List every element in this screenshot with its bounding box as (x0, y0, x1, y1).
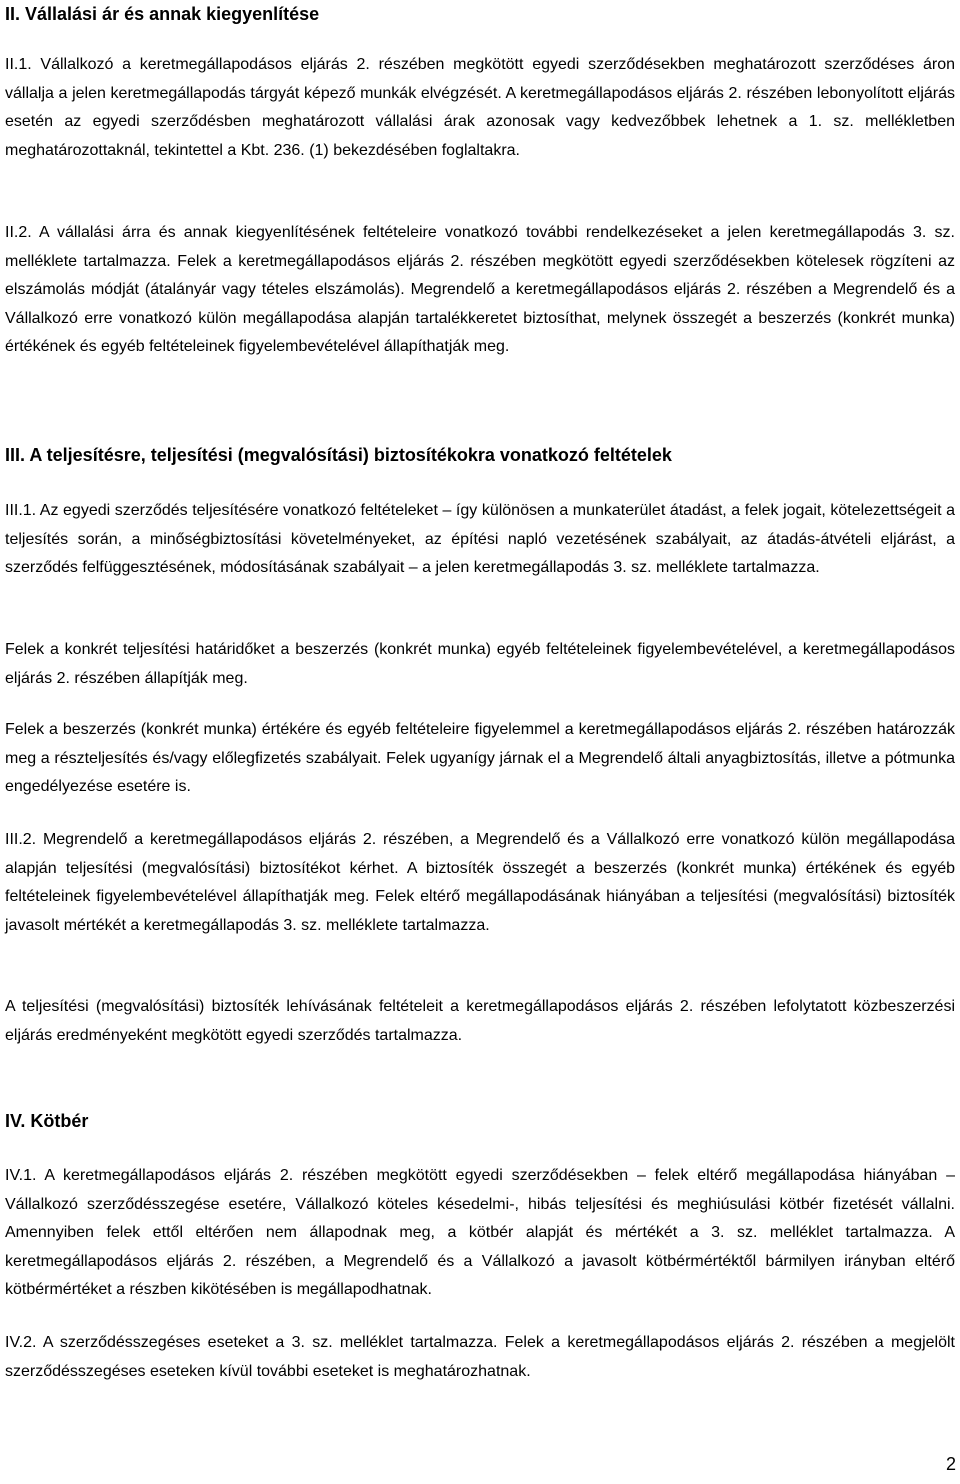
paragraph-iii-1: III.1. Az egyedi szerződés teljesítésére vonatkozó feltételeket – így különösen a munkaterület átadást, a felek jogait, kötelezettségeit a teljesítés során, a minőségbiztosítási követelményeket, az építési napló vezetésének szabályait, az átadás-átvételi eljárást, a szerződés felfüggesztésének, módosításának szabályait – a jelen keretmegállapodás 3. sz. melléklete tartalmazza. (5, 502, 955, 577)
paragraph-iii-intro-deadlines: Felek a konkrét teljesítési határidőket a beszerzés (konkrét munka) egyéb feltételeinek figyelembevételével, a keretmegállapodásos eljárás 2. részében állapítják meg. (5, 641, 955, 687)
paragraph-iii-guarantee-call: A teljesítési (megvalósítási) biztosíték lehívásának feltételeit a keretmegállapodásos eljárás 2. részében lefolytatott közbeszerzési eljárás eredményeként megkötött egyedi szerződés tartalmazza. (5, 998, 955, 1044)
page-number: 2 (945, 1454, 956, 1474)
paragraph-ii-2: II.2. A vállalási árra és annak kiegyenlítésének feltételeire vonatkozó további rendelkezéseket a jelen keretmegállapodás 3. sz. melléklete tartalmazza. Felek a keretmegállapodásos eljárás 2. részében megkötött egyedi szerződésekben kötelesek rögzíteni az elszámolás módját (átalányár vagy tételes elszámolás). Megrendelő a keretmegállapodásos eljárás 2. részében a Megrendelő és a Vállalkozó erre vonatkozó külön megállapodása alapján tartalékkeretet biztosíthat, melynek összegét a beszerzés (konkrét munka) értékének és egyéb feltételeinek figyelembevételével állapíthatják meg. (5, 224, 955, 356)
section-heading-iv: IV. Kötbér (5, 1111, 89, 1131)
paragraph-ii-1: II.1. Vállalkozó a keretmegállapodásos eljárás 2. részében megkötött egyedi szerződésekben meghatározott szerződéses áron vállalja a jelen keretmegállapodás tárgyát képező munkák elvégzését. A keretmegállapodásos eljárás 2. részében lebonyolított eljárás esetén az egyedi szerződésben meghatározott vállalási árak azonosak vagy kedvezőbbek lehetnek a 1. sz. mellékletben meghatározottaknál, tekintettel a Kbt. 236. (1) bekezdésében foglaltakra. (5, 56, 955, 159)
section-heading-ii: II. Vállalási ár és annak kiegyenlítése (5, 4, 320, 24)
paragraph-iv-2: IV.2. A szerződésszegéses eseteket a 3. sz. melléklet tartalmazza. Felek a keretmegállapodásos eljárás 2. részében a megjelölt szerződésszegéses eseteken kívül további eseteket is meghatározhatnak. (5, 1334, 955, 1380)
section-heading-iii: III. A teljesítésre, teljesítési (megvalósítási) biztosítékokra vonatkozó feltételek (5, 445, 672, 465)
paragraph-iii-advance-payment: Felek a beszerzés (konkrét munka) értékére és egyéb feltételeire figyelemmel a keretmegállapodásos eljárás 2. részében határozzák meg a részteljesítés és/vagy előlegfizetés szabályait. Felek ugyanígy járnak el a Megrendelő általi anyagbiztosítás, illetve a pótmunka engedélyezése esetére is. (5, 721, 955, 796)
paragraph-iv-1: IV.1. A keretmegállapodásos eljárás 2. részében megkötött egyedi szerződésekben – felek eltérő megállapodása hiányában – Vállalkozó szerződésszegése esetére, Vállalkozó köteles késedelmi-, hibás teljesítési és meghiúsulási kötbér fizetését vállalni. Amennyiben felek ettől eltérően nem állapodnak meg, a kötbér alapját és mértékét a 3. sz. melléklet tartalmazza. A keretmegállapodásos eljárás 2. részében, a Megrendelő és a Vállalkozó a javasolt kötbérmértéktől bármilyen irányban eltérő kötbérmértéket a részben kikötésében is megállapodhatnak. (5, 1167, 955, 1299)
paragraph-iii-2: III.2. Megrendelő a keretmegállapodásos eljárás 2. részében, a Megrendelő és a Vállalkozó erre vonatkozó külön megállapodása alapján teljesítési (megvalósítási) biztosítékot kérhet. A biztosíték összegét a beszerzés (konkrét munka) értékének és egyéb feltételeinek figyelembevételével állapíthatják meg. Felek eltérő megállapodásának hiányában a teljesítési (megvalósítási) biztosíték javasolt mértékét a keretmegállapodás 3. sz. melléklete tartalmazza. (5, 831, 955, 934)
